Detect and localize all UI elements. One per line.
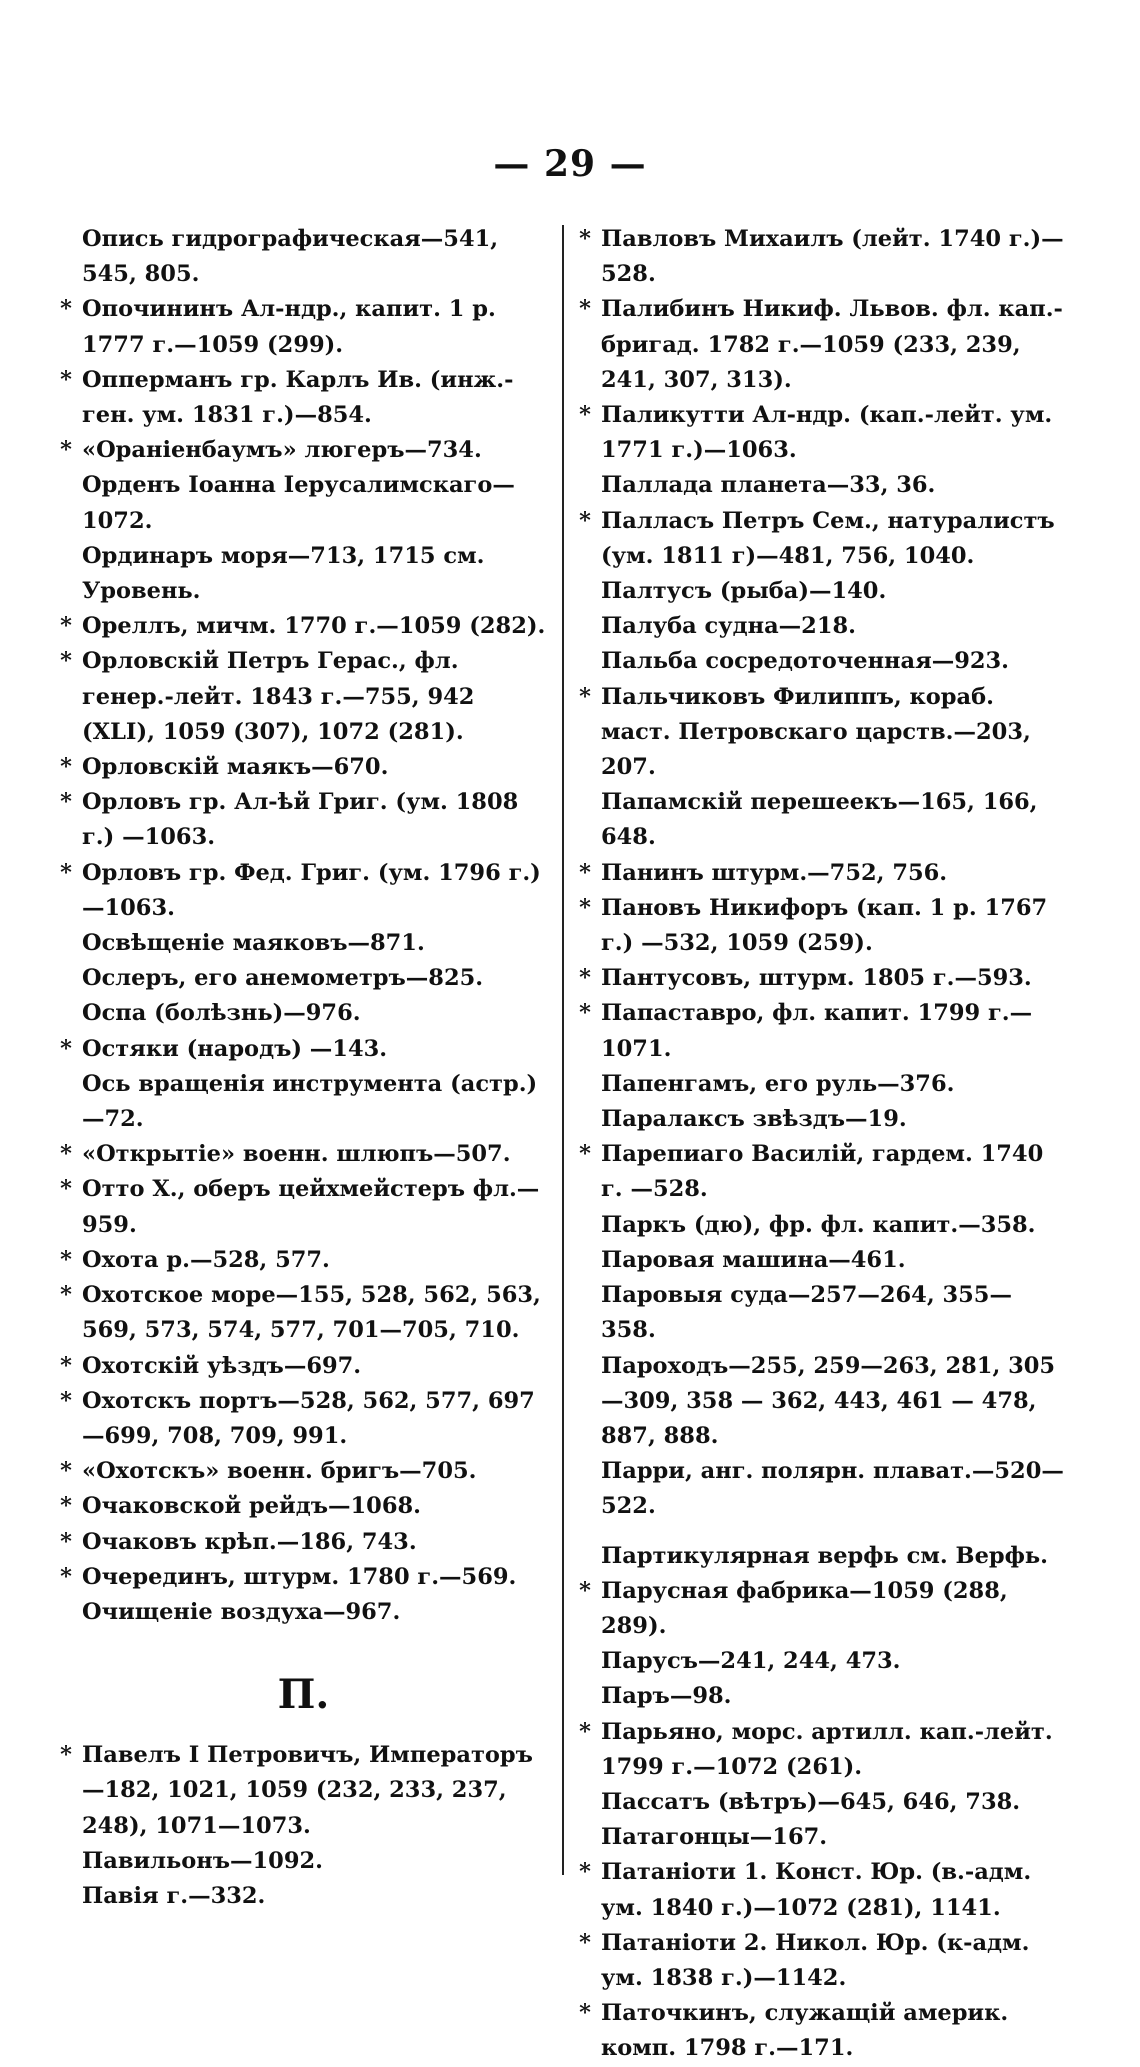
index-entry [575,1574,1065,1644]
entry-text: Парусъ—241, 244, 473. [601,1648,901,1675]
index-entry [56,1595,551,1630]
index-entry [56,644,551,750]
entry-text: Очерединъ, штурм. 1780 г.—569. [82,1563,517,1590]
entry-text: Орловъ гр. Ал-ѣй Григ. (ум. 1808 г.) —1063. [82,789,527,851]
section-letter: П. [277,1671,330,1719]
index-entry [575,1067,1065,1102]
entry-text: Паликутти Ал-ндр. (кап.-лейт. ум. 1771 г.)—1063. [601,402,1061,464]
entry-text: Пароходъ—255, 259—263, 281, 305—309, 358 — 362, 443, 461 — 478, 887, 888. [601,1352,1056,1449]
page-number: — 29 — [493,143,647,185]
asterisk-mark: * [60,1563,72,1590]
entry-text: Паровая машина—461. [601,1246,906,1273]
index-entry [56,1067,551,1137]
entry-text: Орденъ Іоанна Іерусалимскаго—1072. [82,472,515,534]
entry-text: Орловскій Петръ Герас., фл. генер.-лейт. 1843 г.—755, 942 (XLI), 1059 (307), 1072 (281). [82,648,483,745]
entry-text: Палласъ Петръ Сем., натуралистъ (ум. 1811 г)—481, 756, 1040. [601,507,1063,569]
entry-text: «Охотскъ» военн. бригъ—705. [82,1458,477,1485]
entry-text: Пальба сосредоточенная—923. [601,648,1010,675]
index-entry [575,1644,1065,1679]
asterisk-mark: * [60,1528,72,1555]
entry-text: Оспа (болѣзнь)—976. [82,1000,361,1027]
index-entry [56,609,551,644]
index-entry [56,1278,551,1348]
entry-text: Освѣщеніе маяковъ—871. [82,930,425,957]
asterisk-mark: * [60,754,72,781]
entry-text: «Открытіе» военн. шлюпъ—507. [82,1141,511,1168]
entry-text: Паровыя суда—257—264, 355—358. [601,1282,1012,1344]
entry-text: Папенгамъ, его руль—376. [601,1070,955,1097]
index-entry [56,1137,551,1172]
entry-text: Ось вращенія инструмента (астр.)—72. [82,1070,538,1133]
entry-text: Опочининъ Ал-ндр., капит. 1 р. 1777 г.—1059 (299). [82,296,504,358]
index-entry [56,961,551,996]
entry-text: Охота р.—528, 577. [82,1246,330,1273]
entry-text: Орловъ гр. Фед. Григ. (ум. 1796 г.) —1063. [82,859,549,921]
asterisk-mark: * [579,2000,591,2027]
index-entry [575,1137,1065,1207]
entry-text: Паркъ (дю), фр. фл. капит.—358. [601,1211,1036,1238]
index-entry [56,1172,551,1242]
index-entry [575,1996,1065,2066]
index-entry [56,750,551,785]
index-entry [575,222,1065,292]
asterisk-mark: * [60,296,72,323]
index-entry [575,1855,1065,1925]
entry-text: Павія г.—332. [82,1882,266,1909]
entry-text: Павелъ I Петровичъ, Императоръ—182, 1021, 1059 (232, 233, 237, 248), 1071—1073. [82,1742,533,1839]
index-entry [575,504,1065,574]
asterisk-mark: * [60,437,72,464]
index-entry [56,468,551,538]
entry-text: Папаставро, фл. капит. 1799 г.—1071. [601,1000,1033,1062]
index-entry [575,856,1065,891]
index-entry [56,1844,551,1879]
index-entry [56,1243,551,1278]
index-entry [56,1349,551,1384]
entry-text: Остяки (народъ) —143. [82,1035,388,1062]
index-entry [56,1032,551,1067]
index-entry [56,785,551,855]
asterisk-mark: * [579,507,591,534]
index-entry [56,363,551,433]
index-entry [575,1454,1065,1524]
index-entry [56,539,551,609]
entry-text: Паръ—98. [601,1683,732,1710]
index-entry [575,1243,1065,1278]
asterisk-mark: * [579,226,591,252]
entry-text: Пантусовъ, штурм. 1805 г.—593. [601,965,1032,992]
index-entry [56,1525,551,1560]
entry-text: Партикулярная верфь см. Верфь. [601,1542,1049,1569]
entry-text: Панинъ штурм.—752, 756. [601,859,948,886]
asterisk-mark: * [579,683,591,710]
entry-text: Охотскій уѣздъ—697. [82,1352,362,1379]
index-entry [575,1539,1065,1574]
index-entry [575,398,1065,468]
entry-text: Очищеніе воздуха—967. [82,1598,401,1625]
index-entry [56,996,551,1031]
asterisk-mark: * [579,296,591,323]
index-entry [56,292,551,362]
asterisk-mark: * [60,1493,72,1520]
asterisk-mark: * [60,1387,72,1414]
index-entry [56,433,551,468]
index-entry [575,1785,1065,1820]
asterisk-mark: * [60,859,72,886]
asterisk-mark: * [60,1742,72,1769]
index-entry [56,1560,551,1595]
index-entry [575,1679,1065,1714]
asterisk-mark: * [60,1141,72,1168]
index-entry [575,785,1065,855]
index-entry [575,1349,1065,1455]
entry-text: Павильонъ—1092. [82,1847,323,1874]
entry-text: Парьяно, морс. артилл. кап.-лейт. 1799 г.—1072 (261). [601,1718,1061,1780]
index-entry [56,1738,551,1844]
index-entry [56,222,551,292]
asterisk-mark: * [579,1141,591,1168]
asterisk-mark: * [60,1246,72,1273]
asterisk-mark: * [60,789,72,816]
index-entry [575,609,1065,644]
asterisk-mark: * [579,1929,591,1956]
entry-text: Пановъ Никифоръ (кап. 1 р. 1767 г.) —532, 1059 (259). [601,894,1055,957]
entry-text: Ореллъ, мичм. 1770 г.—1059 (282). [82,613,546,640]
entry-text: Палибинъ Никиф. Львов. фл. кап.-бригад. 1782 г.—1059 (233, 239, 241, 307, 313). [601,296,1063,393]
right-column [575,222,1065,2067]
asterisk-mark: * [579,1718,591,1745]
entry-text: Патаніоти 2. Никол. Юр. (к-адм. ум. 1838 г.)—1142. [601,1929,1038,1991]
asterisk-mark: * [60,1458,72,1485]
entry-text: Парепиаго Василій, гардем. 1740 г. —528. [601,1141,1052,1203]
entry-text: Парусная фабрика—1059 (288, 289). [601,1577,1016,1639]
index-entry [56,856,551,926]
entry-text: Паралаксъ звѣздъ—19. [601,1106,907,1133]
asterisk-mark: * [60,648,72,675]
column-divider [562,225,564,1875]
entry-spacer [575,1525,1065,1539]
index-entry [575,1715,1065,1785]
entry-text: Охотское море—155, 528, 562, 563, 569, 573, 574, 577, 701—705, 710. [82,1282,549,1344]
entry-text: Охотскъ портъ—528, 562, 577, 697—699, 708, 709, 991. [82,1387,535,1449]
index-entry [575,961,1065,996]
entry-text: Пассатъ (вѣтръ)—645, 646, 738. [601,1788,1021,1815]
asterisk-mark: * [60,1035,72,1062]
entry-text: Парри, анг. полярн. плават.—520—522. [601,1458,1064,1520]
entry-text: Опперманъ гр. Карлъ Ив. (инж.-ген. ум. 1831 г.)—854. [82,366,514,429]
asterisk-mark: * [60,1352,72,1379]
index-entry [575,1208,1065,1243]
index-entry [575,680,1065,786]
asterisk-mark: * [579,894,591,921]
index-entry [575,1820,1065,1855]
left-column [56,222,551,1914]
index-entry [575,1102,1065,1137]
section-letter-block [56,1630,551,1738]
index-entry [575,1278,1065,1348]
index-entry [575,1926,1065,1996]
index-entry [56,1384,551,1454]
entry-text: Патаніоти 1. Конст. Юр. (в.-адм. ум. 1840 г.)—1072 (281), 1141. [601,1859,1040,1921]
entry-text: Палтусъ (рыба)—140. [601,578,887,605]
asterisk-mark: * [60,613,72,640]
asterisk-mark: * [579,1000,591,1027]
index-entry [56,1489,551,1524]
entry-text: Патагонцы—167. [601,1824,828,1851]
index-entry [56,1454,551,1489]
asterisk-mark: * [579,402,591,429]
asterisk-mark: * [579,1859,591,1886]
entry-text: «Ораніенбаумъ» люгеръ—734. [82,437,482,464]
asterisk-mark: * [60,366,72,393]
entry-text: Паллада планета—33, 36. [601,472,936,499]
entry-text: Очаковской рейдъ—1068. [82,1493,421,1520]
index-entry [575,891,1065,961]
index-entry [575,292,1065,398]
entry-text: Опись гидрографическая—541, 545, 805. [82,226,506,288]
index-entry [575,996,1065,1066]
asterisk-mark: * [579,965,591,992]
asterisk-mark: * [60,1176,72,1203]
index-entry [56,926,551,961]
index-entry [575,468,1065,503]
asterisk-mark: * [60,1282,72,1309]
index-entry [575,574,1065,609]
entry-text: Пальчиковъ Филиппъ, кораб. маст. Петровскаго царств.—203, 207. [601,683,1039,781]
entry-text: Ослеръ, его анемометръ—825. [82,965,484,992]
entry-text: Павловъ Михаилъ (лейт. 1740 г.)—528. [601,226,1064,288]
entry-text: Папамскій перешеекъ—165, 166, 648. [601,789,1046,851]
entry-text: Очаковъ крѣп.—186, 743. [82,1528,417,1555]
entry-text: Ординаръ моря—713, 1715 см. Уровень. [82,542,493,605]
entry-text: Паточкинъ, служащій америк. комп. 1798 г.—171. [601,2000,1017,2062]
entry-text: Отто X., оберъ цейхмейстеръ фл.—959. [82,1176,540,1238]
entry-text: Орловскій маякъ—670. [82,754,389,781]
asterisk-mark: * [579,859,591,886]
entry-text: Палуба судна—218. [601,613,856,640]
index-entry [56,1879,551,1914]
asterisk-mark: * [579,1577,591,1604]
index-entry [575,644,1065,679]
